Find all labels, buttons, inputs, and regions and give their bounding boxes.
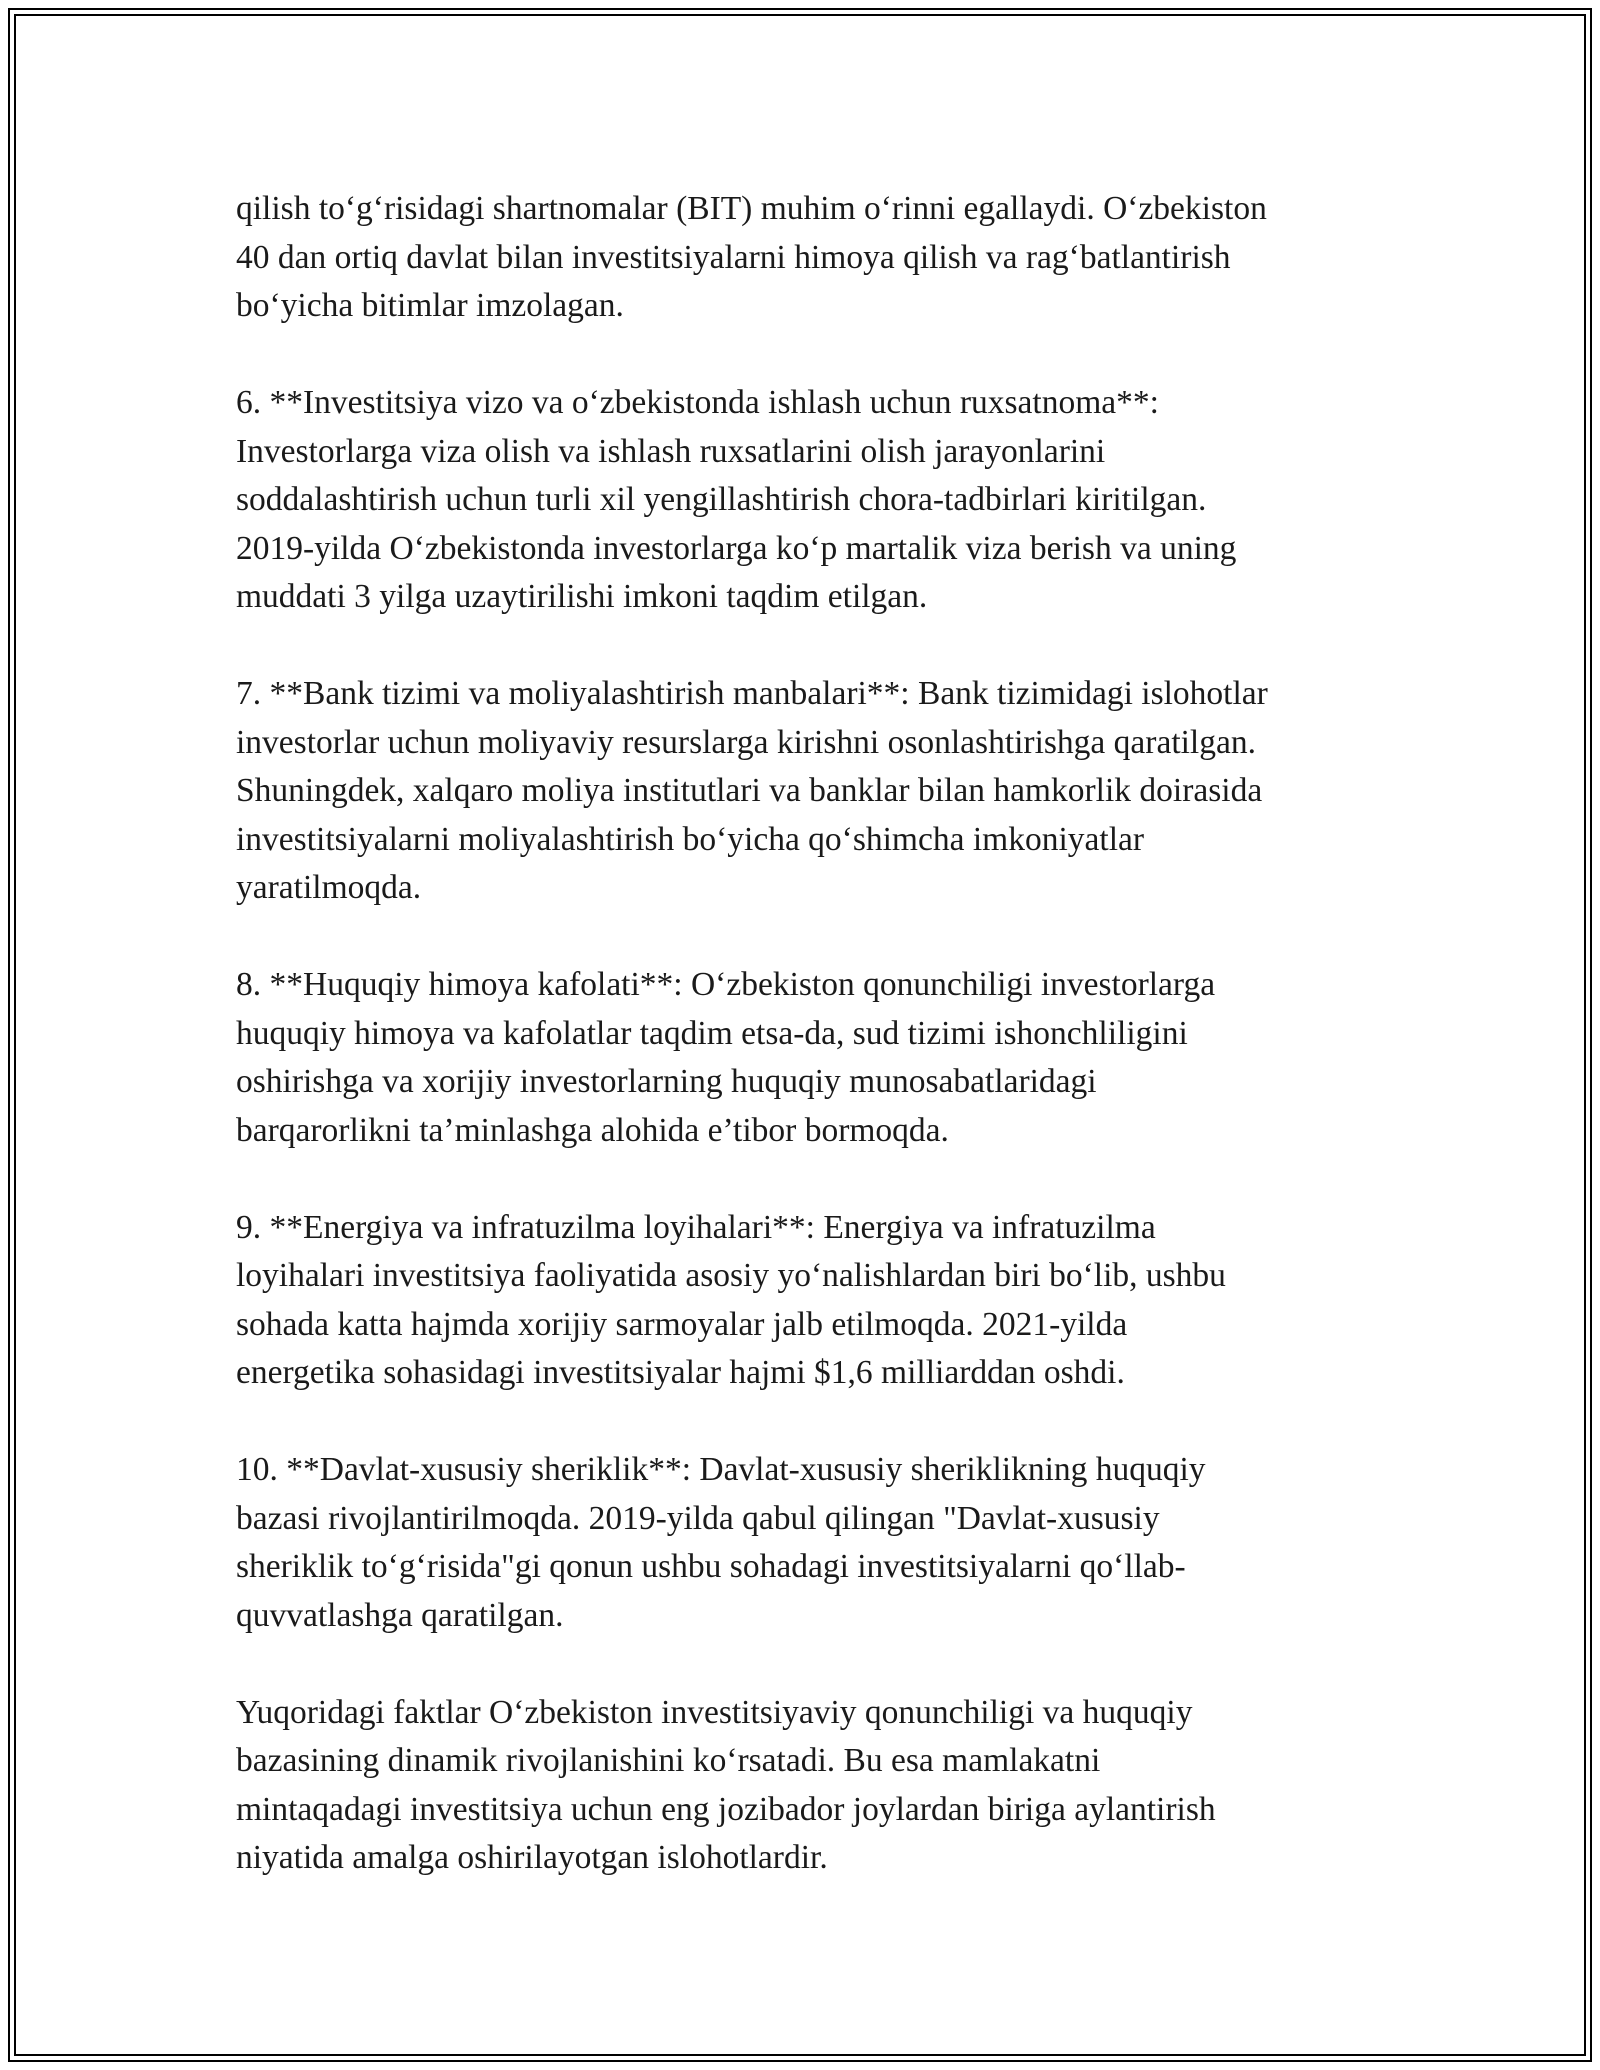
text-line: yaratilmoqda. bbox=[236, 869, 422, 906]
paragraph-conclusion bbox=[236, 1689, 1376, 1883]
text-line: energetika sohasidagi investitsiyalar hajmi $1,6 milliarddan oshdi. bbox=[236, 1354, 1125, 1391]
text-line: bazasining dinamik rivojlanishini ko‘rsatadi. Bu esa mamlakatni bbox=[236, 1742, 1101, 1779]
text-line: 2019-yilda O‘zbekistonda investorlarga ko‘p martalik viza berish va uning bbox=[236, 529, 1237, 567]
text-line: Investorlarga viza olish va ishlash ruxsatlarini olish jarayonlarini bbox=[236, 432, 1106, 470]
text-line: 10. **Davlat-xususiy sheriklik**: Davlat-xususiy sheriklikning huquqiy bbox=[236, 1451, 1206, 1488]
text-line: muddati 3 yilga uzaytirilishi imkoni taqdim etilgan. bbox=[236, 578, 928, 615]
paragraph-bit-intro bbox=[236, 185, 1376, 331]
text-line: sheriklik to‘g‘risida"gi qonun ushbu sohadagi investitsiyalarni qo‘llab- bbox=[236, 1548, 1186, 1585]
text-line: soddalashtirish uchun turli xil yengillashtirish chora-tadbirlari kiritilgan. bbox=[236, 481, 1207, 518]
text-line: bazasi rivojlantirilmoqda. 2019-yilda qabul qilingan "Davlat-xususiy bbox=[236, 1499, 1160, 1537]
text-line: 7. **Bank tizimi va moliyalashtirish manbalari**: Bank tizimidagi islohotlar bbox=[236, 675, 1268, 712]
text-line: huquqiy himoya va kafolatlar taqdim etsa-da, sud tizimi ishonchliligini bbox=[236, 1014, 1188, 1052]
text-line: 40 dan ortiq davlat bilan investitsiyalarni himoya qilish va rag‘batlantirish bbox=[236, 238, 1231, 276]
text-line: mintaqadagi investitsiya uchun eng jozibador joylardan biriga aylantirish bbox=[236, 1790, 1216, 1828]
text-line: investorlar uchun moliyaviy resurslarga kirishni osonlashtirishga qaratilgan. bbox=[236, 723, 1256, 761]
text-line: loyihalari investitsiya faoliyatida asosiy yo‘nalishlardan biri bo‘lib, ushbu bbox=[236, 1257, 1226, 1294]
text-line: 9. **Energiya va infratuzilma loyihalari**: Energiya va infratuzilma bbox=[236, 1208, 1156, 1246]
text-line: Shuningdek, xalqaro moliya institutlari va banklar bilan hamkorlik doirasida bbox=[236, 772, 1263, 809]
text-line: Yuqoridagi faktlar O‘zbekiston investitsiyaviy qonunchiligi va huquqiy bbox=[236, 1693, 1193, 1731]
text-line: 6. **Investitsiya vizo va o‘zbekistonda ishlash uchun ruxsatnoma**: bbox=[236, 384, 1159, 421]
paragraph-item-7-banking bbox=[236, 670, 1376, 913]
text-line: bo‘yicha bitimlar imzolagan. bbox=[236, 287, 624, 324]
text-line: oshirishga va xorijiy investorlarning huquqiy munosabatlaridagi bbox=[236, 1063, 1097, 1100]
text-line: barqarorlikni ta’minlashga alohida e’tibor bormoqda. bbox=[236, 1111, 949, 1149]
paragraph-item-6-visa bbox=[236, 379, 1376, 622]
paragraph-item-8-legal-protection bbox=[236, 961, 1376, 1155]
text-line: sohada katta hajmda xorijiy sarmoyalar jalb etilmoqda. 2021-yilda bbox=[236, 1305, 1128, 1343]
text-line: niyatida amalga oshirilayotgan islohotlardir. bbox=[236, 1839, 828, 1876]
text-line: quvvatlashga qaratilgan. bbox=[236, 1596, 564, 1634]
paragraph-item-10-ppp bbox=[236, 1446, 1376, 1640]
text-line: 8. **Huquqiy himoya kafolati**: O‘zbekiston qonunchiligi investorlarga bbox=[236, 966, 1216, 1003]
document-body bbox=[236, 185, 1376, 1931]
paragraph-item-9-energy bbox=[236, 1204, 1376, 1398]
text-line: qilish to‘g‘risidagi shartnomalar (BIT) muhim o‘rinni egallaydi. O‘zbekiston bbox=[236, 190, 1267, 227]
text-line: investitsiyalarni moliyalashtirish bo‘yicha qo‘shimcha imkoniyatlar bbox=[236, 820, 1145, 858]
